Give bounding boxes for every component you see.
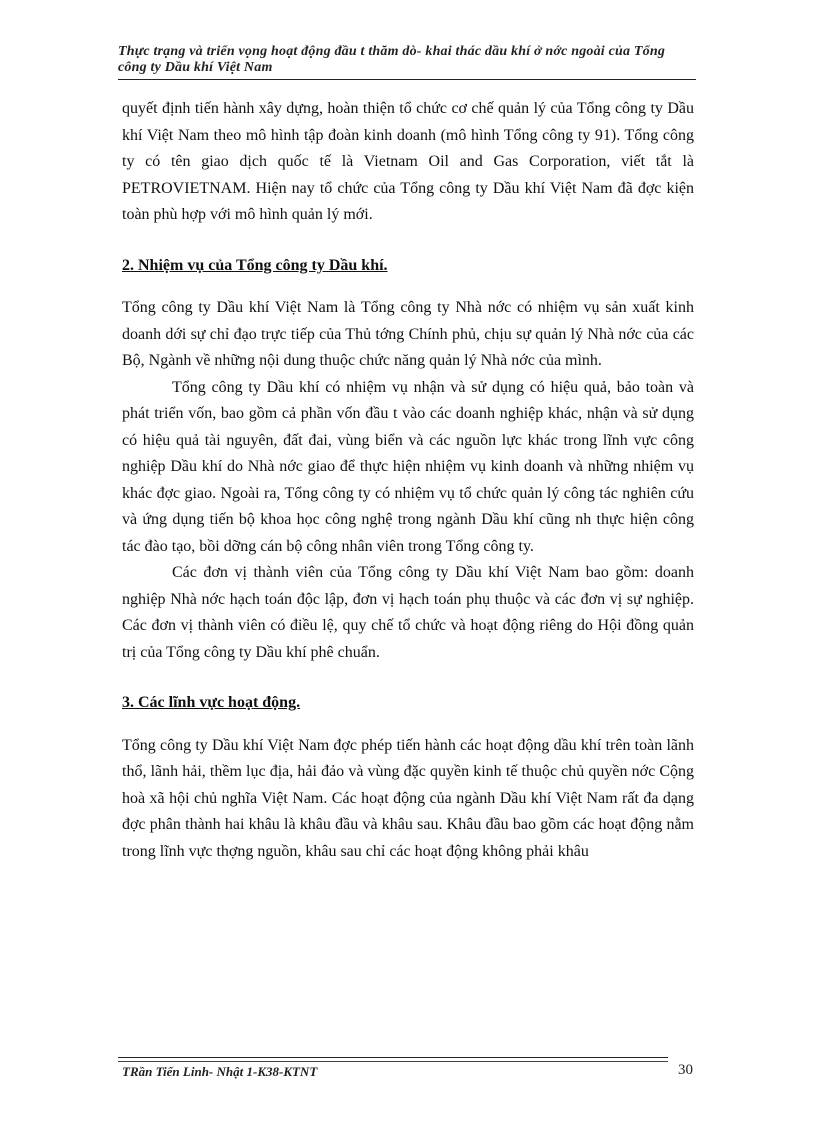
paragraph-member-units: Các đơn vị thành viên của Tổng công ty Dầu khí Việt Nam bao gồm: doanh nghiệp Nhà nớc hạch toán độc lập, đơn vị hạch toán phụ thuộc và các đơn vị sự nghiệp. Các đơn vị thành viên có điều lệ, quy chế tổ chức và hoạt động riêng do Hội đồng quản trị của Tổng công ty Dầu khí phê chuẩn. <box>122 564 694 661</box>
document-body <box>122 96 694 865</box>
section-heading-2: 2. Nhiệm vụ của Tổng công ty Dầu khí. <box>122 256 388 274</box>
paragraph-duties-detail: Tổng công ty Dầu khí có nhiệm vụ nhận và sử dụng có hiệu quả, bảo toàn và phát triển vốn, bao gồm cả phần vốn đầu t vào các doanh nghiệp khác, nhận và sử dụng có hiệu quả tài nguyên, đất đai, vùng biển và các nguồn lực khác trong lĩnh vực công nghiệp Dầu khí do Nhà nớc giao để thực hiện nhiệm vụ kinh doanh và những nhiệm vụ khác đợc giao. Ngoài ra, Tổng công ty có nhiệm vụ tổ chức quản lý công tác nghiên cứu và ứng dụng tiến bộ khoa học công nghệ trong ngành Dầu khí cũng nh thực hiện công tác đào tạo, bồi dỡng cán bộ công nhân viên trong Tổng công ty. <box>122 378 694 555</box>
page-number: 30 <box>678 1062 693 1078</box>
paragraph-duties-intro: Tổng công ty Dầu khí Việt Nam là Tổng công ty Nhà nớc có nhiệm vụ sản xuất kinh doanh dới sự chỉ đạo trực tiếp của Thủ tớng Chính phủ, chịu sự quản lý Nhà nớc của các Bộ, Ngành về những nội dung thuộc chức năng quản lý Nhà nớc của mình. <box>122 299 694 369</box>
running-header: Thực trạng và triển vọng hoạt động đầu t thăm dò- khai thác dầu khí ở nớc ngoài của Tổng công ty Dầu khí Việt Nam <box>118 44 666 75</box>
footer-author: TRần Tiến Linh- Nhật 1-K38-KTNT <box>122 1064 318 1079</box>
footer-divider-thin <box>118 1061 668 1062</box>
paragraph-continuation: quyết định tiến hành xây dựng, hoàn thiện tổ chức cơ chế quản lý của Tổng công ty Dầu khí Việt Nam theo mô hình tập đoàn kinh doanh (mô hình Tổng công ty 91). Tổng công ty có tên giao dịch quốc tế là Vietnam Oil and Gas Corporation, viết tắt là PETROVIETNAM. Hiện nay tổ chức của Tổng công ty Dầu khí Việt Nam đã đợc kiện toàn phù hợp với mô hình quản lý mới. <box>122 100 694 223</box>
paragraph-activities: Tổng công ty Dầu khí Việt Nam đợc phép tiến hành các hoạt động dầu khí trên toàn lãnh thổ, lãnh hải, thềm lục địa, hải đảo và vùng đặc quyền kinh tế thuộc chủ quyền nớc Cộng hoà xã hội chủ nghĩa Việt Nam. Các hoạt động của ngành Dầu khí Việt Nam rất đa dạng đợc phân thành hai khâu là khâu đầu và khâu sau. Khâu đầu bao gồm các hoạt động nằm trong lĩnh vực thợng nguồn, khâu sau chỉ các hoạt động không phải khâu <box>122 736 694 860</box>
footer-divider-thick <box>118 1057 668 1058</box>
header-divider <box>118 79 696 80</box>
section-heading-3: 3. Các lĩnh vực hoạt động. <box>122 694 301 711</box>
